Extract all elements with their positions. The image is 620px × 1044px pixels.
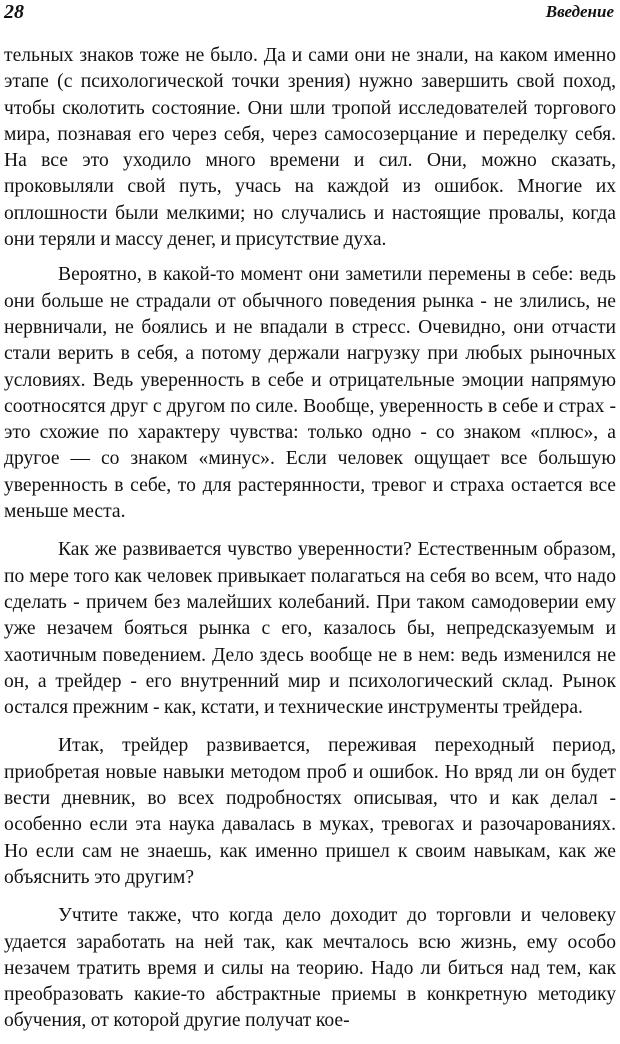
paragraph: Вероятно, в какой-то момент они заметили перемены в себе: ведь они больше не страдали от обычного поведения рынка - не злились, не нервничали, не боялись и не впадали в стресс. Очевидно, они отчасти стали верить в себя, а потому держали нагрузку при любых рыночных условиях. Ведь уверенность в себе и отрицательные эмоции напрямую соотносятся друг с другом по силе. Вообще, уверенность в себе и страх - это схожие по характеру чувства: только одно - со знаком «плюс», а другое — со знаком «минус». Если человек ощущает все большую уверенность в себе, то для растерянности, тревог и страха остается все меньше места. (4, 264, 616, 523)
paragraph-continuation: тельных знаков тоже не было. Да и сами они не знали, на каком именно этапе (с психологической точки зрения) нужно завершить свой поход, чтобы сколотить состояние. Они шли тропой исследователей торгового мира, познавая его через себя, через самосозерцание и переделку себя. На все это уходило много времени и сил. Они, можно сказать, проковыляли свой путь, учась на каждой из ошибок. Многие их оплошности были мелкими; но случались и настоящие провалы, когда они теряли и массу денег, и присутствие духа. (4, 45, 616, 251)
body-text (4, 43, 616, 1044)
page-header (0, 0, 620, 26)
paragraph: Учтите также, что когда дело доходит до торговли и человеку удается заработать на ней так, как мечталось всю жизнь, ему особо незачем тратить время и силы на теорию. Надо ли биться над тем, как преобразовать какие-то абстрактные приемы в конкретную методику обучения, от которой другие получат кое- (4, 905, 616, 1032)
paragraph: Итак, трейдер развивается, переживая переходный период, приобретая новые навыки методом проб и ошибок. Но вряд ли он будет вести дневник, во всех подробностях описывая, что и как делал - особенно если эта наука давалась в муках, тревогах и разочарованиях. Но если сам не знаешь, как именно пришел к своим навыкам, как же объяснить это другим? (4, 735, 616, 888)
running-head: Введение (545, 2, 614, 21)
page-number: 28 (4, 1, 24, 23)
paragraph: Как же развивается чувство уверенности? Естественным образом, по мере того как человек привыкает полагаться на себя во всем, что надо сделать - причем без малейших колебаний. При таком самодоверии ему уже незачем бояться рынка с его, казалось бы, непредсказуемым и хаотичным поведением. Дело здесь вообще не в нем: ведь изменился не он, а трейдер - его внутренний мир и психологический склад. Рынок остался прежним - как, кстати, и технические инструменты трейдера. (4, 539, 616, 719)
